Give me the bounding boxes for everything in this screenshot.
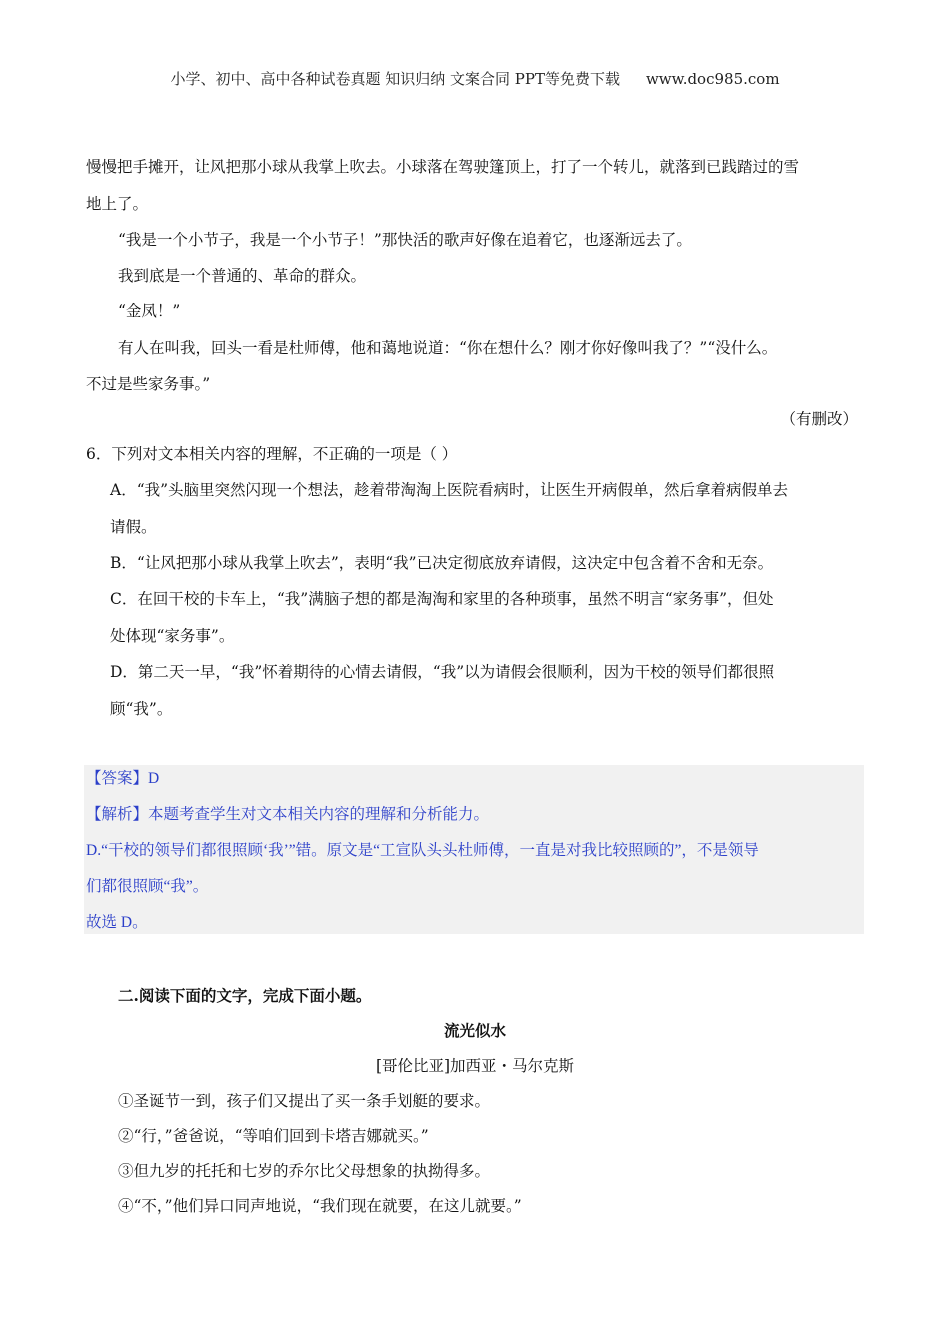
question-stem: 6．下列对文本相关内容的理解，不正确的一项是（ ）	[86, 445, 458, 463]
passage-line: 地上了。	[86, 195, 149, 213]
story-paragraph: ②“行，”爸爸说，“等咱们回到卡塔吉娜就买。”	[118, 1127, 429, 1145]
story-title: 流光似水	[443, 1021, 506, 1040]
analysis-line	[86, 804, 489, 826]
story-paragraph: ③但九岁的托托和七岁的乔尔比父母想象的执拗得多。	[118, 1162, 491, 1180]
edit-note: （有删改）	[780, 410, 858, 428]
story-paragraph: ④“不，”他们异口同声地说，“我们现在就要，在这儿就要。”	[118, 1197, 522, 1215]
option-c: C．在回干校的卡车上，“我”满脑子想的都是淘淘和家里的各种琐事，虽然不明言“家务事”，但处	[110, 590, 774, 608]
header-site: www.doc985.com	[645, 70, 780, 88]
story-author: [哥伦比亚]加西亚・马尔克斯	[375, 1057, 575, 1075]
option-a: A．“我”头脑里突然闪现一个想法，趁着带淘淘上医院看病时，让医生开病假单，然后拿着病假单去	[110, 481, 789, 499]
answer-line	[86, 768, 159, 790]
story-paragraph: ①圣诞节一到，孩子们又提出了买一条手划艇的要求。	[118, 1092, 491, 1110]
answer-value: D	[148, 770, 160, 787]
analysis-text: 本题考查学生对文本相关内容的理解和分析能力。	[148, 806, 490, 823]
passage-line: “金凤！”	[118, 302, 181, 320]
option-d-cont: 顾“我”。	[110, 700, 173, 718]
page-header	[0, 68, 950, 89]
option-d: D．第二天一早，“我”怀着期待的心情去请假，“我”以为请假会很顺利，因为干校的领导们都很照	[110, 663, 775, 681]
passage-line: 慢慢把手摊开，让风把那小球从我掌上吹去。小球落在驾驶篷顶上，打了一个转儿，就落到已践踏过的雪	[86, 158, 800, 176]
option-b: B．“让风把那小球从我掌上吹去”，表明“我”已决定彻底放弃请假，这决定中包含着不舍和无奈。	[110, 554, 774, 572]
analysis-detail-cont: 们都很照顾“我”。	[86, 878, 209, 895]
passage-line: 有人在叫我，回头一看是杜师傅，他和蔼地说道：“你在想什么？刚才你好像叫我了？”“没什么。	[118, 339, 778, 357]
passage-line: “我是一个小节子，我是一个小节子！”那快活的歌声好像在追着它，也逐渐远去了。	[118, 231, 692, 249]
conclusion: 故选 D。	[86, 914, 148, 931]
passage-line: 我到底是一个普通的、革命的群众。	[118, 267, 367, 285]
analysis-tag: 【解析】	[86, 806, 149, 823]
option-c-cont: 处体现“家务事”。	[110, 627, 235, 645]
section-heading: 二.阅读下面的文字，完成下面小题。	[118, 986, 372, 1005]
header-text: 小学、初中、高中各种试卷真题 知识归纳 文案合同 PPT等免费下载	[170, 70, 620, 88]
passage-line: 不过是些家务事。”	[86, 375, 211, 393]
analysis-detail: D.“干校的领导们都很照顾‘我’”错。原文是“工宣队头头杜师傅，一直是对我比较照顾的”，不是领导	[86, 842, 759, 859]
answer-tag: 【答案】	[86, 770, 149, 787]
option-a-cont: 请假。	[110, 518, 157, 536]
